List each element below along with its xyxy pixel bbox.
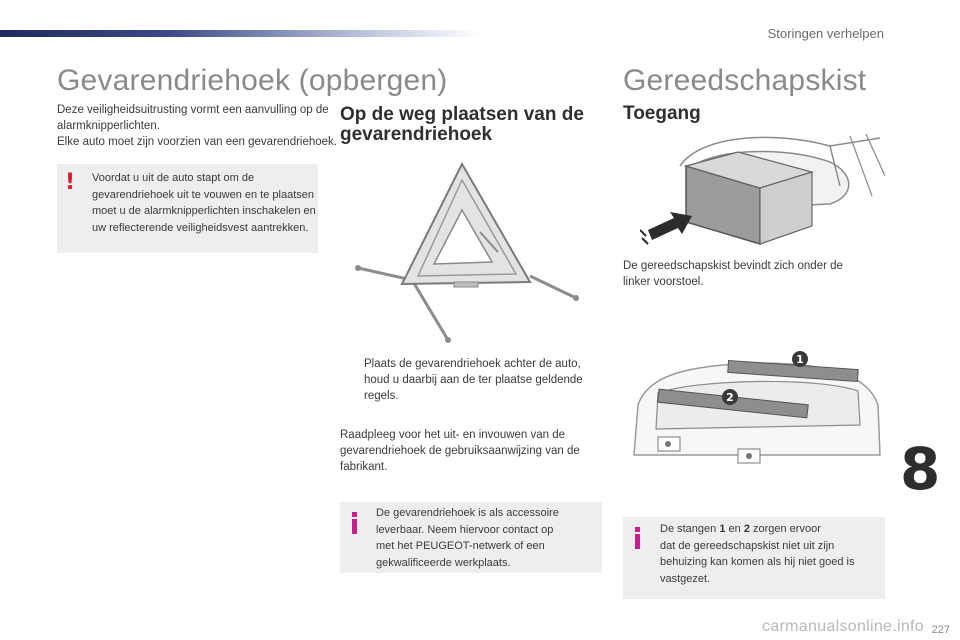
bullet-line-1: Plaats de gevarendriehoek achter de auto, [364,358,581,370]
bars-info-line-2: dat de gereedschapskist niet uit zijn [660,539,835,552]
info-box-accessory [340,502,602,573]
toolbox-desc-line-2: linker voorstoel. [623,276,704,288]
header-accent-bar [0,30,480,37]
bars-info-line-4: vastgezet. [660,572,711,585]
exclamation-icon: ! [65,170,76,195]
info-line-3: met het PEUGEOT-netwerk of een [376,540,545,552]
note-line-1: Raadpleeg voor het uit- en invouwen van de [340,429,566,441]
chapter-title: Storingen verhelpen [767,26,884,41]
section-title-storage: Gevarendriehoek (opbergen) [57,64,448,97]
info-line-2: leverbaar. Neem hiervoor contact op [376,523,554,536]
warning-line-3: moet u de alarmknipperlichten inschakelen en [92,205,316,217]
toolbox-bars-illustration [628,345,886,470]
callout-1: 1 [796,353,804,366]
warning-line-2: gevarendriehoek uit te vouwen en te plaatsen [92,188,314,201]
note-line-3: fabrikant. [340,461,388,473]
info-box-bars [623,517,885,599]
info-line-1: De gevarendriehoek is als accessoire [376,507,559,519]
warning-line-1: Voordat u uit de auto stapt om de [92,172,255,184]
info-line-4: gekwalificeerde werkplaats. [376,556,511,569]
warning-triangle-illustration [350,158,590,348]
toolbox-desc-line-1: De gereedschapskist bevindt zich onder de [623,260,843,272]
bars-info-line-1: De stangen 1 en 2 zorgen ervoor [660,523,821,535]
placement-title-line-1: Op de weg plaatsen van de [340,104,584,125]
page-number: 227 [931,624,950,636]
intro-line-2: alarmknipperlichten. [57,120,160,132]
chapter-number: 8 [900,435,941,503]
warning-box [57,164,318,253]
note-line-2: gevarendriehoek de gebruiksaanwijzing van de [340,445,580,457]
section-subtitle-access: Toegang [623,103,701,124]
section-title-toolbox: Gereedschapskist [623,64,867,97]
watermark: carmanualsonline.info [762,618,924,635]
intro-line-1: Deze veiligheidsuitrusting vormt een aanvulling op de [57,104,329,116]
intro-line-3: Elke auto moet zijn voorzien van een gevarendriehoek. [57,136,338,148]
placement-title-line-2: gevarendriehoek [340,124,493,145]
info-icon [350,512,358,534]
callout-2: 2 [726,391,734,404]
bullet-line-3: regels. [364,390,399,402]
warning-line-4: uw reflecterende veiligheidsvest aantrekken. [92,221,309,234]
toolbox-under-seat-illustration [640,126,885,251]
info-icon [633,527,641,549]
bullet-line-2: houd u daarbij aan de ter plaatse geldende [364,374,583,386]
bars-info-line-3: behuizing kan komen als hij niet goed is [660,556,855,568]
